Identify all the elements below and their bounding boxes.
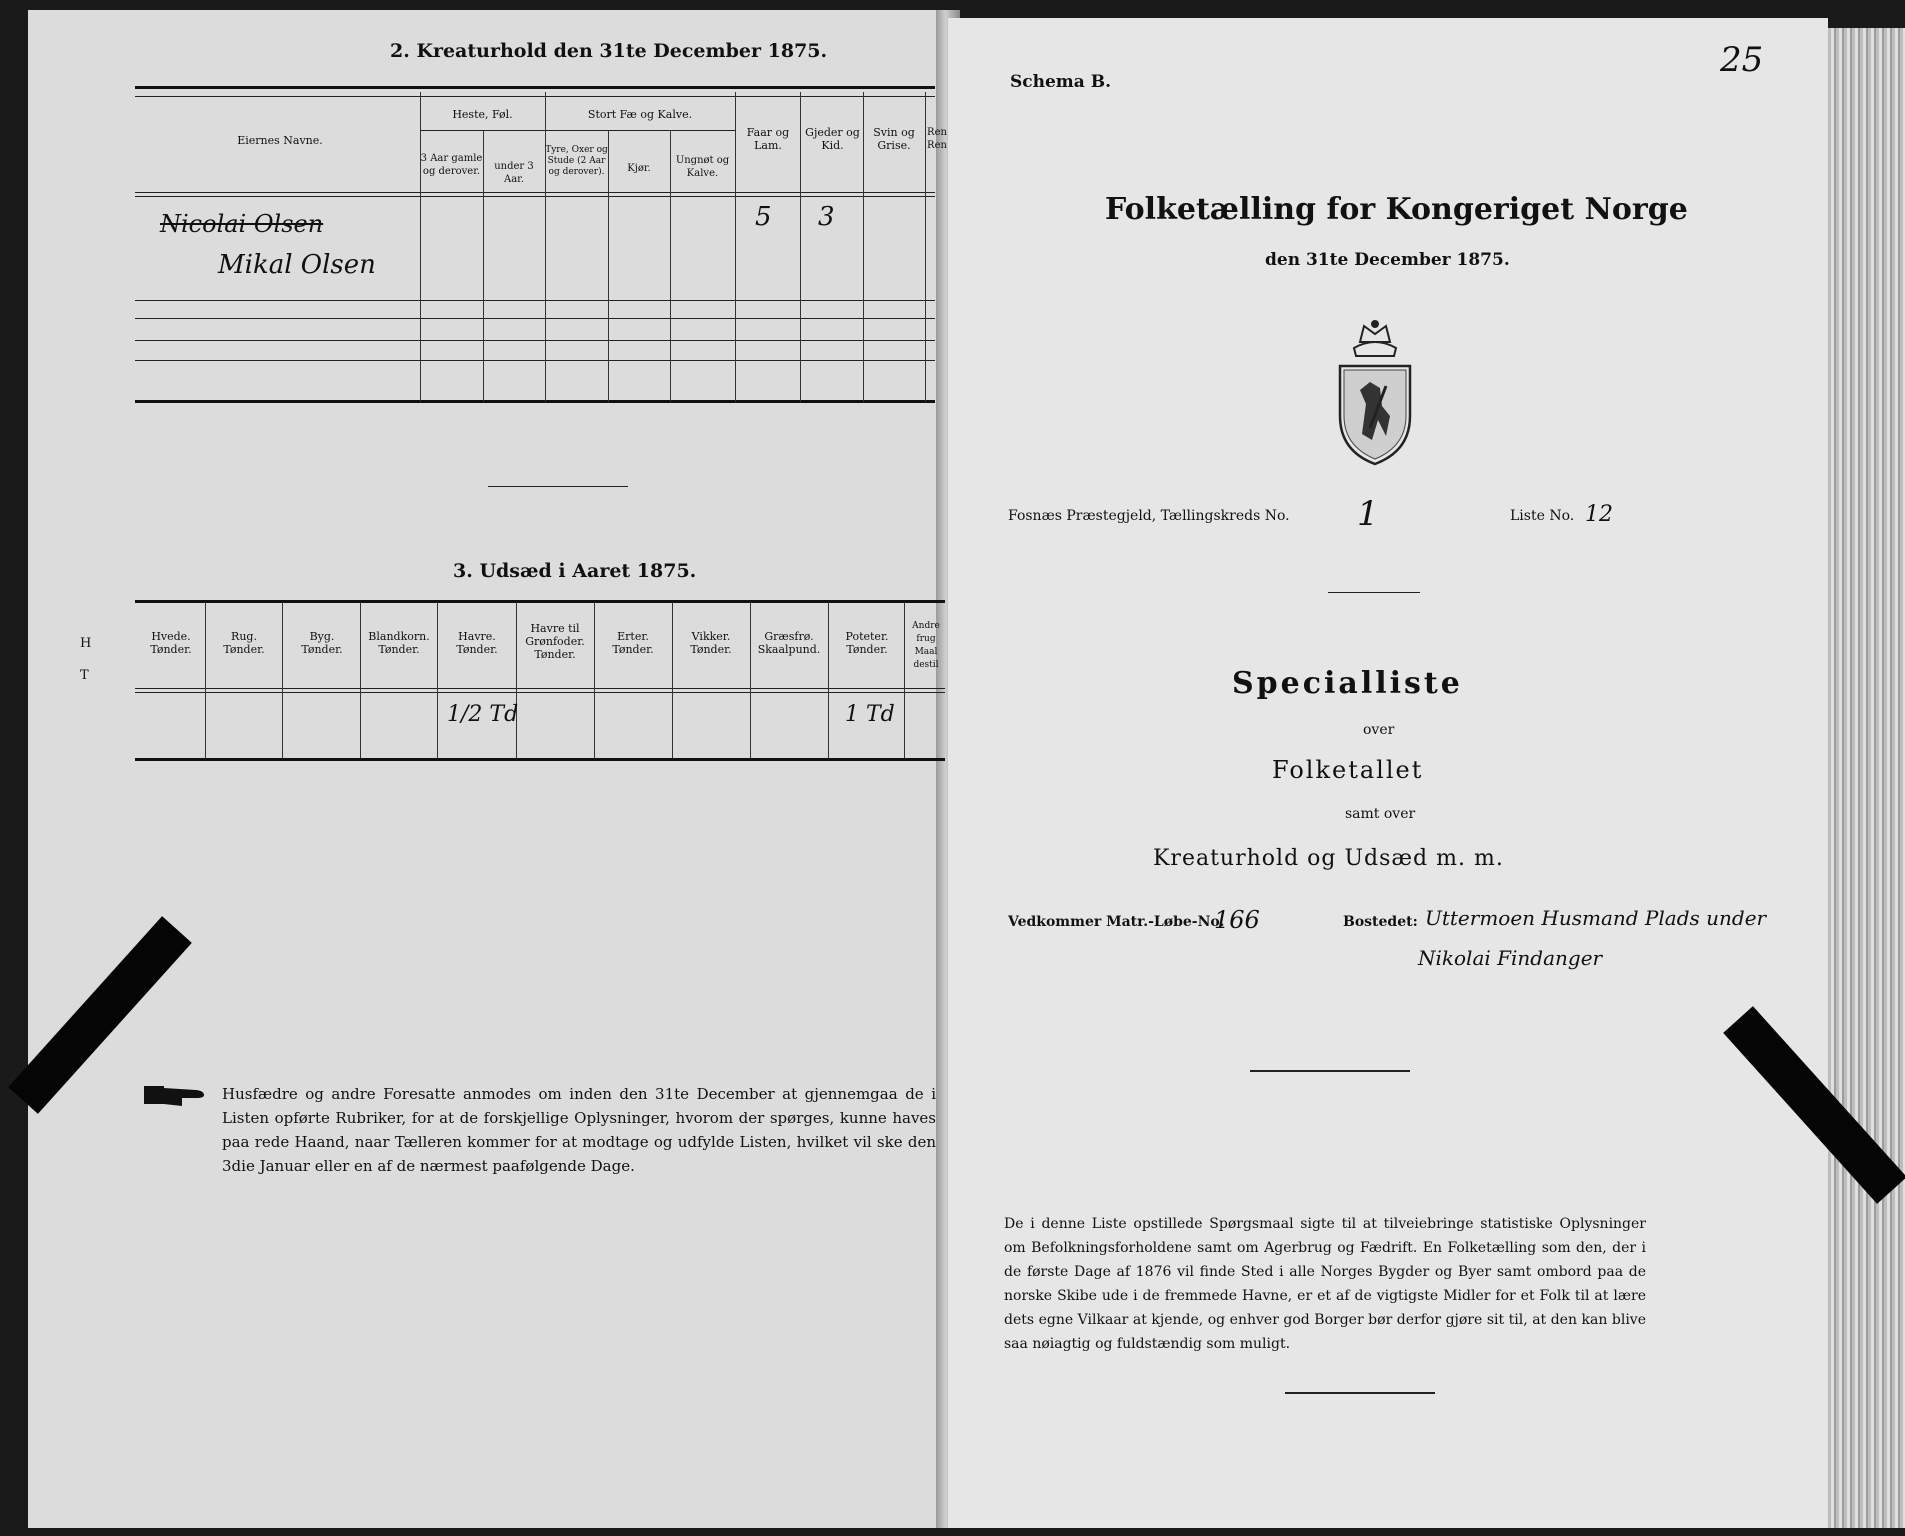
matr-label: Vedkommer Matr.-Løbe-No. — [1008, 914, 1225, 930]
header-bottom-rule — [135, 192, 935, 193]
sowing-header-erter: Erter. Tønder. — [612, 630, 654, 656]
census-date: den 31te December 1875. — [1265, 250, 1510, 270]
header-pigs: Svin og Grise. — [873, 126, 915, 152]
sowing-header-havre-gronfoder: Havre til Grønfoder. Tønder. — [525, 622, 585, 661]
col-divider — [735, 92, 736, 402]
footer-text: De i denne Liste opstillede Spørgsmaal sigte til at tilveiebringe statistiske Oplysninger om Befolkningsforholdene samt om Agerbrug og Fædrift. En Folketælling som den, der i de første Dage af 1876 vil finde Sted i alle Norges Bygder og Byer samt ombord paa de norske Skibe ude i de fremmede Havne, er et af de vigtigste Midler for et Folk til at lære dets egne Vilkaar at kjende, og enhver god Borger bør derfor gjøre sit til, at den kan blive saa nøiagtig og fuldstændig som muligt. — [1004, 1216, 1646, 1352]
header-horses-under3: under 3 Aar. — [494, 161, 534, 185]
pointing-hand-icon — [142, 1080, 208, 1110]
separator-rule — [1285, 1392, 1435, 1394]
table-rule — [135, 318, 935, 319]
header-cattle-bulls: Tyre, Oxer og Stude (2 Aar og derover). — [545, 145, 608, 177]
col-divider — [750, 602, 751, 758]
col-divider — [205, 602, 206, 758]
header-cattle-young: Ungnøt og Kalve. — [675, 155, 730, 179]
sowing-header-andre: Andre frug Maal destil — [912, 621, 940, 670]
col-divider — [672, 602, 673, 758]
header-cattle-cows: Kjør. — [627, 163, 651, 174]
sowing-bottom-rule — [135, 758, 945, 761]
sowing-header-poteter: Poteter. Tønder. — [845, 630, 889, 656]
parish-label: Fosnæs Præstegjeld, Tællingskreds No. — [1008, 508, 1290, 524]
folketallet-title: Folketallet — [1272, 756, 1424, 784]
header-horses: Heste, Føl. — [452, 108, 513, 121]
header-bottom-rule — [135, 196, 935, 197]
bosted-value-line1: Uttermoen Husmand Plads under — [1425, 906, 1767, 930]
matr-number: 166 — [1214, 906, 1260, 934]
sowing-header-blandkorn: Blandkorn. Tønder. — [368, 630, 430, 656]
col-divider — [516, 602, 517, 758]
section2-title: 2. Kreaturhold den 31te December 1875. — [390, 40, 828, 62]
separator-rule — [488, 486, 628, 487]
goat-count-1: 3 — [818, 202, 835, 232]
table-rule — [420, 130, 550, 131]
main-title: Folketælling for Kongeriget Norge — [1105, 192, 1688, 227]
bosted-value-line2: Nikolai Findanger — [1418, 946, 1603, 970]
sowing-header-byg: Byg. Tønder. — [301, 630, 343, 656]
sowing-value-havre: 1/2 Td — [447, 702, 519, 727]
header-owner: Eiernes Navne. — [237, 134, 323, 147]
bosted-label: Bostedet: — [1343, 914, 1418, 930]
header-reindeer: Ren Ren — [927, 127, 947, 151]
separator-rule — [1250, 1070, 1410, 1072]
col-divider — [594, 602, 595, 758]
owner-name-2: Mikal Olsen — [218, 250, 376, 280]
col-divider — [282, 602, 283, 758]
sowing-header-havre: Havre. Tønder. — [456, 630, 498, 656]
col-divider — [437, 602, 438, 758]
col-divider — [360, 602, 361, 758]
header-goats: Gjeder og Kid. — [805, 126, 860, 152]
table-rule — [135, 360, 935, 361]
district-number: 1 — [1357, 494, 1379, 534]
specialliste-title: Specialliste — [1232, 666, 1463, 701]
col-divider — [420, 92, 421, 402]
header-horses-3plus: 3 Aar gamle og derover. — [420, 153, 483, 177]
col-divider — [863, 92, 864, 402]
sowing-top-rule — [135, 600, 945, 603]
sowing-header-graesfro: Græsfrø. Skaalpund. — [757, 630, 821, 656]
sowing-header-vikker: Vikker. Tønder. — [690, 630, 732, 656]
coat-of-arms-icon — [1330, 316, 1420, 466]
margin-letter-h: H — [80, 636, 92, 651]
margin-letter-t: T — [80, 668, 89, 683]
kreaturhold-title: Kreaturhold og Udsæd m. m. — [1153, 846, 1504, 871]
sowing-header-hvede: Hvede. Tønder. — [150, 630, 192, 656]
table-bottom-rule — [135, 400, 935, 403]
header-cattle: Stort Fæ og Kalve. — [587, 108, 693, 121]
list-label: Liste No. — [1510, 508, 1575, 524]
sowing-header-rug: Rug. Tønder. — [223, 630, 265, 656]
list-number: 12 — [1585, 502, 1613, 527]
header-sheep: Faar og Lam. — [746, 126, 790, 152]
sowing-header-rule — [135, 692, 945, 693]
col-divider — [800, 92, 801, 402]
schema-label: Schema B. — [1010, 72, 1112, 92]
table-rule — [135, 340, 935, 341]
sowing-header-rule — [135, 688, 945, 689]
table-rule — [135, 96, 935, 97]
separator-rule — [1328, 592, 1420, 593]
table-top-rule — [135, 86, 935, 89]
notice-text: Husfædre og andre Foresatte anmodes om inden den 31te December at gjennemgaa de i Listen opførte Rubriker, for at de forskjellige Oplysninger, hvorom der spørges, kunne haves paa rede Haand, naar Tælleren kommer for at modtage og udfylde Listen, hvilket vil ske den 3die Januar eller en af de nærmest paafølgende Dage. — [222, 1085, 936, 1175]
col-divider — [545, 92, 546, 402]
samt-over-label: samt over — [1345, 806, 1416, 822]
over-label: over — [1363, 722, 1395, 738]
table-rule — [545, 130, 735, 131]
page-edges — [1828, 28, 1905, 1528]
col-divider — [904, 602, 905, 758]
section3-title: 3. Udsæd i Aaret 1875. — [453, 560, 697, 582]
table-rule — [135, 300, 935, 301]
col-divider — [925, 92, 926, 402]
col-divider — [828, 602, 829, 758]
page-number: 25 — [1720, 40, 1764, 80]
owner-name-1: Nicolai Olsen — [160, 210, 324, 238]
sowing-value-poteter: 1 Td — [845, 702, 895, 727]
sheep-count-1: 5 — [755, 202, 772, 232]
